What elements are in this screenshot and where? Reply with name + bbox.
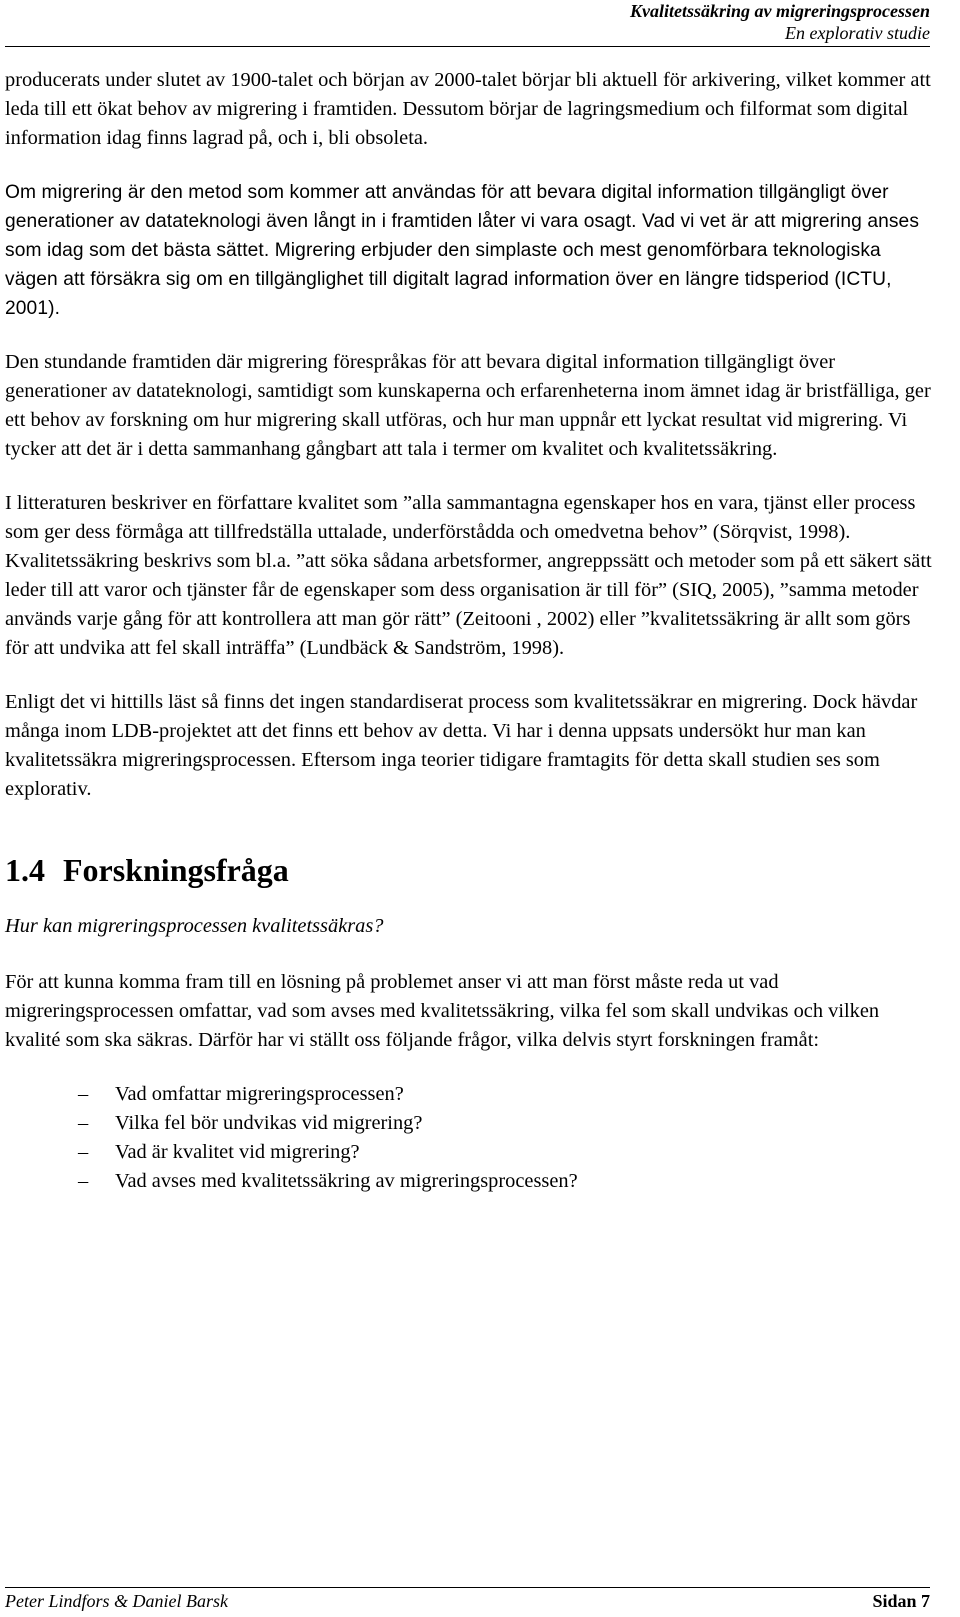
section-heading xyxy=(5,850,935,890)
list-item xyxy=(5,1167,935,1196)
paragraph-5: Enligt det vi hittills läst så finns det ingen standardiserat process som kvalitetssäkrar en migrering. Dock hävdar många inom LDB-projektet att det finns ett behov av detta. Vi har i denna uppsats undersökt hur man kan kvalitetssäkra migreringsprocessen. Eftersom inga teorier tidigare framtagits för detta skall studien ses som explorativ. xyxy=(5,691,918,800)
research-question: Hur kan migreringsprocessen kvalitetssäkras? xyxy=(5,915,384,937)
paragraph-1: producerats under slutet av 1900-talet och början av 2000-talet börjar bli aktuell för arkivering, vilket kommer att leda till ett ökat behov av migrering i framtiden. Dessutom börjar de lagringsmedium och filformat som digital information idag finns lagrad på, och i, bli obsoleta. xyxy=(5,69,931,149)
paragraph-2: Om migrering är den metod som kommer att användas för att bevara digital information tillgängligt över generationer av datateknologi även långt in i framtiden låter vi vara osagt. Vad vi vet är att migrering anses som idag som det bästa sättet. Migrering erbjuder den simplaste och mest genomförbara teknologiska vägen att försäkra sig om en tillgänglighet till digitalt lagrad information över en längre tidsperiod (ICTU, 2001). xyxy=(5,182,920,319)
header-title: Kvalitetssäkring av migreringsprocessen xyxy=(629,1,930,21)
list-item xyxy=(5,1080,935,1109)
list-item-text: Vad omfattar migreringsprocessen? xyxy=(115,1083,404,1105)
list-item-text: Vad avses med kvalitetssäkring av migreringsprocessen? xyxy=(115,1170,578,1192)
paragraph-3: Den stundande framtiden där migrering förespråkas för att bevara digital information tillgängligt över generationer av datateknologi, samtidigt som kunskaperna och erfarenheterna inom ämnet idag är bristfälliga, ger ett behov av forskning om hur migrering skall utföras, och hur man uppnår ett lyckat resultat vid migrering. Vi tycker att det är i detta sammanhang gångbart att tala i termer om kvalitet och kvalitetssäkring. xyxy=(5,351,931,460)
page-content xyxy=(5,66,935,1196)
dash-bullet: – xyxy=(78,1141,89,1163)
paragraph-4: I litteraturen beskriver en författare kvalitet som ”alla sammantagna egenskaper hos en vara, tjänst eller process som ger dess förmåga att tillfredställa uttalade, underförstådda och omedvetna behov” (Sörqvist, 1998). Kvalitetssäkring beskrivs som bl.a. ”att söka sådana arbetsformer, angreppssätt och metoder som på ett säkert sätt leder till att varor och tjänster får de egenskaper som dess organisation är till för” (SIQ, 2005), ”samma metoder används varje gång för att kontrollera att man gör rätt” (Zeitooni , 2002) eller ”kvalitetssäkring är allt som görs för att undvika att fel skall inträffa” (Lundbäck & Sandström, 1998). xyxy=(5,492,932,659)
dash-bullet: – xyxy=(78,1170,89,1192)
question-list xyxy=(5,1080,935,1196)
section-title: Forskningsfråga xyxy=(63,852,289,888)
header-subtitle: En explorativ studie xyxy=(785,23,930,43)
dash-bullet: – xyxy=(78,1083,89,1105)
page-footer xyxy=(5,1587,930,1614)
section-intro: För att kunna komma fram till en lösning på problemet anser vi att man först måste reda ut vad migreringsprocessen omfattar, vad som avses med kvalitetssäkring, vilka fel som skall undvikas och vilken kvalité som ska säkras. Därför har vi ställt oss följande frågor, vilka delvis styrt forskningen framåt: xyxy=(5,971,880,1051)
footer-authors: Peter Lindfors & Daniel Barsk xyxy=(5,1591,228,1611)
footer-page-number: Sidan 7 xyxy=(872,1591,930,1611)
list-item xyxy=(5,1109,935,1138)
list-item-text: Vilka fel bör undvikas vid migrering? xyxy=(115,1112,423,1134)
dash-bullet: – xyxy=(78,1112,89,1134)
list-item xyxy=(5,1138,935,1167)
section-number: 1.4 xyxy=(5,852,45,888)
page-header xyxy=(5,0,930,47)
list-item-text: Vad är kvalitet vid migrering? xyxy=(115,1141,360,1163)
